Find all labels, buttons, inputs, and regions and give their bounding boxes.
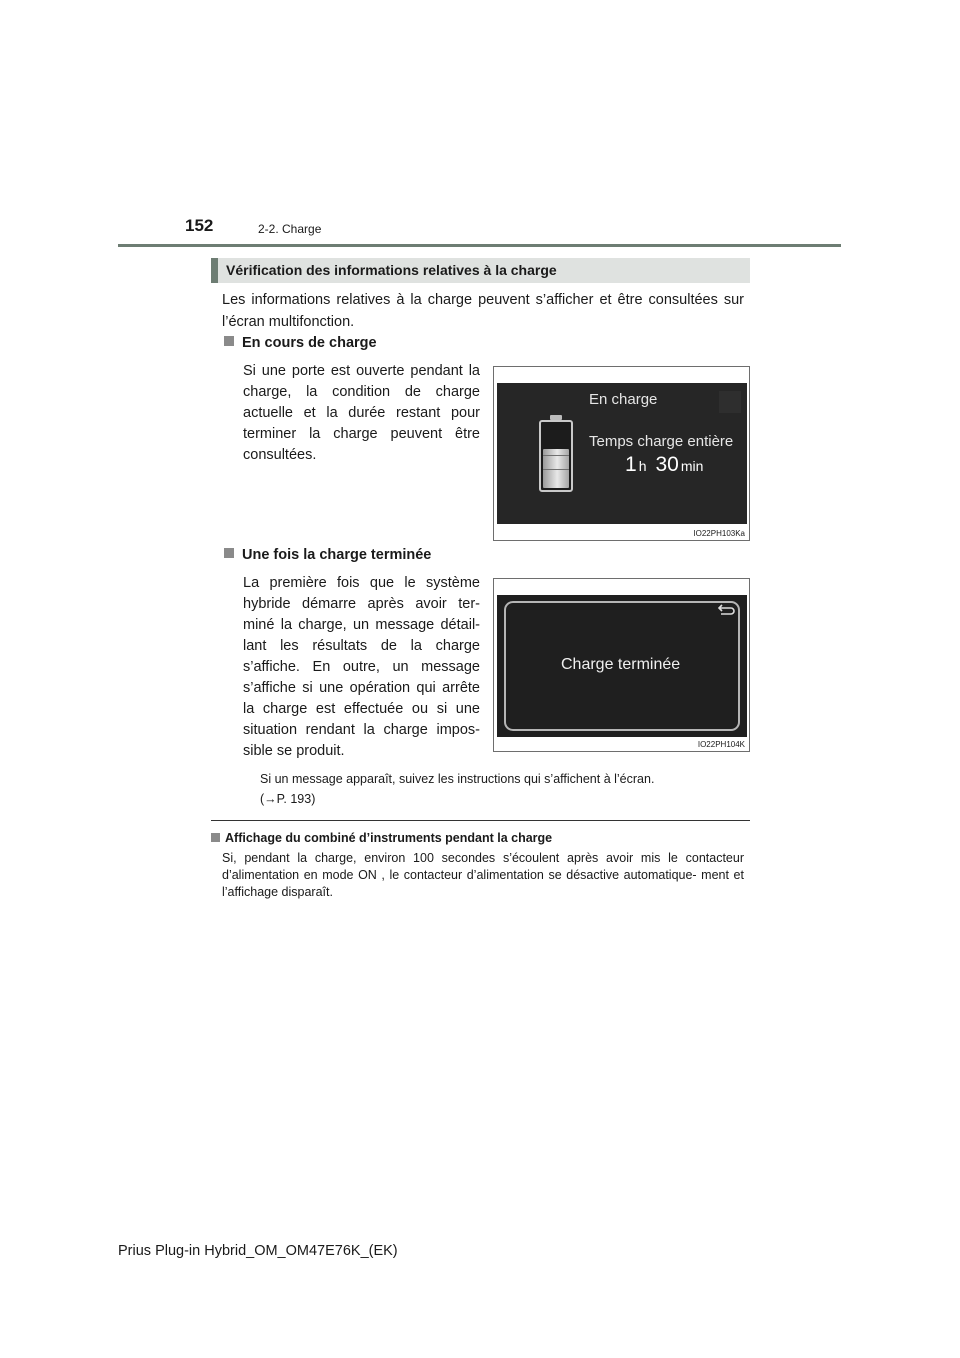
complete-heading	[224, 547, 431, 563]
charging-screen	[497, 383, 747, 524]
screen-title: En charge	[589, 391, 658, 408]
screen-message: Charge terminée	[561, 656, 681, 673]
section-label: 2-2. Charge	[258, 222, 322, 236]
info-heading	[211, 831, 552, 845]
time-hours-unit: h	[638, 458, 647, 474]
info-heading-text: Affichage du combiné d’instruments pendant la charge	[225, 831, 553, 845]
charging-paragraph: Si une porte est ouverte pendant la charge, la condition de charge actuelle et la durée restant pour terminer la charge peuvent être consultées.	[243, 363, 480, 463]
section-heading-bar	[211, 258, 750, 283]
complete-heading-text: Une fois la charge terminée	[242, 547, 432, 563]
battery-icon	[539, 415, 573, 492]
section-heading: Vérification des informations relatives à la charge	[226, 262, 557, 278]
heading-accent	[211, 258, 218, 283]
remaining-time	[625, 453, 712, 477]
page-number: 152	[185, 216, 214, 235]
note-line-1: Si un message apparaît, suivez les instructions qui s’affichent à l’écran.	[260, 772, 655, 786]
bullet-square-icon	[211, 833, 220, 842]
section-separator	[211, 820, 750, 821]
screen-corner-indicator	[719, 391, 741, 413]
screen-note	[260, 769, 654, 809]
charging-figure	[493, 366, 750, 541]
header-rule	[118, 244, 841, 247]
intro-paragraph: Les informations relatives à la charge peuvent s’afficher et être consultées sur l’écran multifonction.	[222, 292, 744, 330]
complete-paragraph: La première fois que le système hybride démarre après avoir ter- miné la charge, un message détail- lant les résultats de la charge s’affiche. En outre, un message s’affiche si une opération qui arrête la charge est effectuée ou si une situation rendant la charge impos- sible se produit.	[243, 575, 480, 759]
bullet-square-icon	[224, 336, 234, 346]
footer-document-id: Prius Plug-in Hybrid_OM_OM47E76K_(EK)	[118, 1243, 398, 1259]
screen-subtitle: Temps charge entière	[589, 433, 734, 450]
time-hours: 1	[625, 453, 637, 476]
time-minutes: 30	[655, 453, 679, 476]
bullet-square-icon	[224, 548, 234, 558]
figure-code: IO22PH103Ka	[693, 529, 745, 538]
note-line-2: (→P. 193)	[260, 792, 316, 806]
charging-heading	[224, 335, 377, 351]
figure-code: IO22PH104K	[697, 740, 745, 749]
complete-figure	[493, 578, 750, 752]
return-arrow-icon	[717, 604, 735, 618]
info-paragraph: Si, pendant la charge, environ 100 secondes s’écoulent après avoir mis le contacteur d’alimentation en mode ON , le contacteur d’alimentation se désactive automatique- ment et l’affichage disparaît.	[222, 851, 744, 899]
charging-heading-text: En cours de charge	[242, 335, 377, 351]
time-minutes-unit: min	[680, 458, 704, 474]
complete-screen	[497, 595, 747, 737]
